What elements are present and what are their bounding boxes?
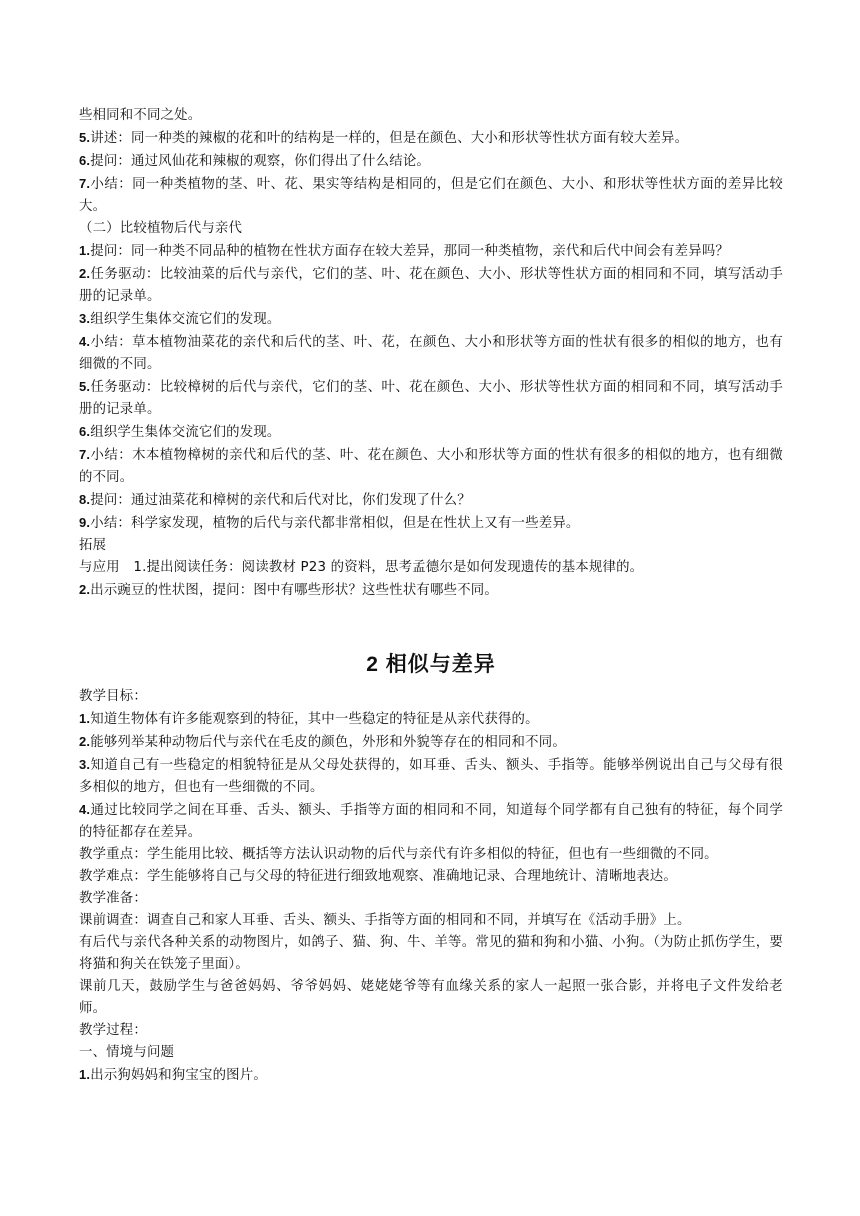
item-number: 9. bbox=[79, 515, 91, 530]
paragraph-line bbox=[79, 866, 783, 888]
paragraph-text: 组织学生集体交流它们的发现。 bbox=[90, 425, 281, 440]
paragraph-line bbox=[79, 489, 783, 512]
paragraph-line bbox=[79, 512, 783, 535]
paragraph-text: 提问：通过风仙花和辣椒的观察，你们得出了什么结论。 bbox=[90, 154, 431, 169]
paragraph-text: 任务驱动：比较樟树的后代与亲代，它们的茎、叶、花在颜色、大小、形状等性状方面的相同和不同，填写活动手册的记录单。 bbox=[79, 380, 783, 417]
paragraph-line bbox=[79, 1064, 783, 1087]
paragraph-text: 讲述：同一种类的辣椒的花和叶的结构是一样的，但是在颜色、大小和形状等性状方面有较大差异。 bbox=[90, 131, 689, 146]
item-number: 4. bbox=[79, 334, 91, 349]
paragraph-line bbox=[79, 308, 783, 331]
paragraph-line bbox=[79, 1042, 783, 1064]
paragraph-text: 任务驱动：比较油菜的后代与亲代，它们的茎、叶、花在颜色、大小、形状等性状方面的相同和不同，填写活动手册的记录单。 bbox=[79, 267, 783, 304]
paragraph-line bbox=[79, 240, 783, 263]
paragraph-text: 能够列举某种动物后代与亲代在毛皮的颜色，外形和外貌等存在的相同和不同。 bbox=[90, 735, 566, 750]
paragraph-line bbox=[79, 708, 783, 731]
paragraph-line bbox=[79, 910, 783, 932]
paragraph-text: 组织学生集体交流它们的发现。 bbox=[90, 312, 281, 327]
item-number: 1. bbox=[79, 1067, 91, 1082]
paragraph-text: （二）比较植物后代与亲代 bbox=[79, 221, 243, 236]
paragraph-line bbox=[79, 686, 783, 708]
paragraph-line bbox=[79, 535, 783, 557]
item-number: 6. bbox=[79, 424, 91, 439]
item-number: 7. bbox=[79, 447, 91, 462]
paragraph-line bbox=[79, 105, 783, 127]
paragraph-text: 拓展 bbox=[79, 538, 107, 553]
lesson-title: 2 相似与差异 bbox=[366, 653, 496, 676]
lesson-2-section bbox=[79, 686, 783, 1087]
item-number: 2. bbox=[79, 582, 91, 597]
paragraph-line bbox=[79, 932, 783, 976]
paragraph-text: 有后代与亲代各种关系的动物图片，如鸽子、猫、狗、牛、羊等。常见的猫和狗和小猫、小狗。（为防止抓伤学生，要将猫和狗关在铁笼子里面）。 bbox=[79, 935, 783, 972]
paragraph-text: 出示豌豆的性状图，提问：图中有哪些形状？这些性状有哪些不同。 bbox=[90, 583, 498, 598]
paragraph-line bbox=[79, 421, 783, 444]
item-number: 7. bbox=[79, 176, 91, 191]
paragraph-text: 一、情境与问题 bbox=[79, 1045, 175, 1060]
paragraph-text: 教学过程： bbox=[79, 1023, 147, 1038]
paragraph-line bbox=[79, 1020, 783, 1042]
paragraph-line bbox=[79, 127, 783, 150]
paragraph-line bbox=[79, 376, 783, 421]
paragraph-text: 教学重点：学生能用比较、概括等方法认识动物的后代与亲代有许多相似的特征，但也有一些细微的不同。 bbox=[79, 847, 718, 862]
paragraph-text: 出示狗妈妈和狗宝宝的图片。 bbox=[90, 1068, 267, 1083]
paragraph-text: 小结：同一种类植物的茎、叶、花、果实等结构是相同的，但是它们在颜色、大小、和形状等性状方面的差异比较大。 bbox=[79, 177, 783, 214]
paragraph-line bbox=[79, 331, 783, 376]
paragraph-text: 教学难点：学生能够将自己与父母的特征进行细致地观察、准确地记录、合理地统计、清晰地表达。 bbox=[79, 869, 677, 884]
paragraph-line bbox=[79, 731, 783, 754]
paragraph-line bbox=[79, 444, 783, 489]
paragraph-text: 小结：科学家发现，植物的后代与亲代都非常相似，但是在性状上又有一些差异。 bbox=[90, 516, 580, 531]
paragraph-text: 课前几天，鼓励学生与爸爸妈妈、爷爷妈妈、姥姥姥爷等有血缘关系的家人一起照一张合影，并将电子文件发给老师。 bbox=[79, 979, 783, 1016]
paragraph-line bbox=[79, 799, 783, 844]
item-number: 3. bbox=[79, 311, 91, 326]
item-number: 5. bbox=[79, 379, 91, 394]
lesson-continuation-section bbox=[79, 105, 783, 602]
paragraph-line bbox=[79, 150, 783, 173]
paragraph-text: 与应用 1.提出阅读任务：阅读教材 P23 的资料，思考孟德尔是如何发现遗传的基本规律的。 bbox=[79, 560, 644, 575]
item-number: 5. bbox=[79, 130, 91, 145]
paragraph-text: 课前调查：调查自己和家人耳垂、舌头、额头、手指等方面的相同和不同，并填写在《活动手册》上。 bbox=[79, 913, 691, 928]
paragraph-line bbox=[79, 754, 783, 799]
paragraph-text: 知道自己有一些稳定的相貌特征是从父母处获得的，如耳垂、舌头、额头、手指等。能够举例说出自己与父母有很多相似的地方，但也有一些细微的不同。 bbox=[79, 758, 783, 795]
paragraph-line bbox=[79, 976, 783, 1020]
paragraph-line bbox=[79, 218, 783, 240]
paragraph-text: 小结：草本植物油菜花的亲代和后代的茎、叶、花，在颜色、大小和形状等方面的性状有很多的相似的地方，也有细微的不同。 bbox=[79, 335, 783, 372]
paragraph-line bbox=[79, 173, 783, 218]
item-number: 3. bbox=[79, 757, 91, 772]
paragraph-line bbox=[79, 579, 783, 602]
paragraph-line bbox=[79, 263, 783, 308]
item-number: 2. bbox=[79, 266, 91, 281]
paragraph-line bbox=[79, 844, 783, 866]
paragraph-line bbox=[79, 557, 783, 579]
paragraph-text: 提问：通过油菜花和樟树的亲代和后代对比，你们发现了什么？ bbox=[90, 493, 471, 508]
paragraph-text: 提问：同一种类不同品种的植物在性状方面存在较大差异，那同一种类植物，亲代和后代中间会有差异吗？ bbox=[90, 244, 730, 259]
paragraph-text: 小结：木本植物樟树的亲代和后代的茎、叶、花在颜色、大小和形状等方面的性状有很多的相似的地方，也有细微的不同。 bbox=[79, 448, 783, 485]
paragraph-text: 知道生物体有许多能观察到的特征，其中一些稳定的特征是从亲代获得的。 bbox=[90, 712, 539, 727]
item-number: 8. bbox=[79, 492, 91, 507]
item-number: 6. bbox=[79, 153, 91, 168]
item-number: 1. bbox=[79, 243, 91, 258]
item-number: 1. bbox=[79, 711, 91, 726]
paragraph-text: 通过比较同学之间在耳垂、舌头、额头、手指等方面的相同和不同，知道每个同学都有自己独有的特征，每个同学的特征都存在差异。 bbox=[79, 803, 783, 840]
paragraph-text: 教学准备： bbox=[79, 891, 147, 906]
document-body bbox=[79, 105, 783, 1087]
item-number: 2. bbox=[79, 734, 91, 749]
paragraph-text: 些相同和不同之处。 bbox=[79, 108, 202, 123]
paragraph-line bbox=[79, 888, 783, 910]
paragraph-text: 教学目标： bbox=[79, 689, 147, 704]
item-number: 4. bbox=[79, 802, 91, 817]
